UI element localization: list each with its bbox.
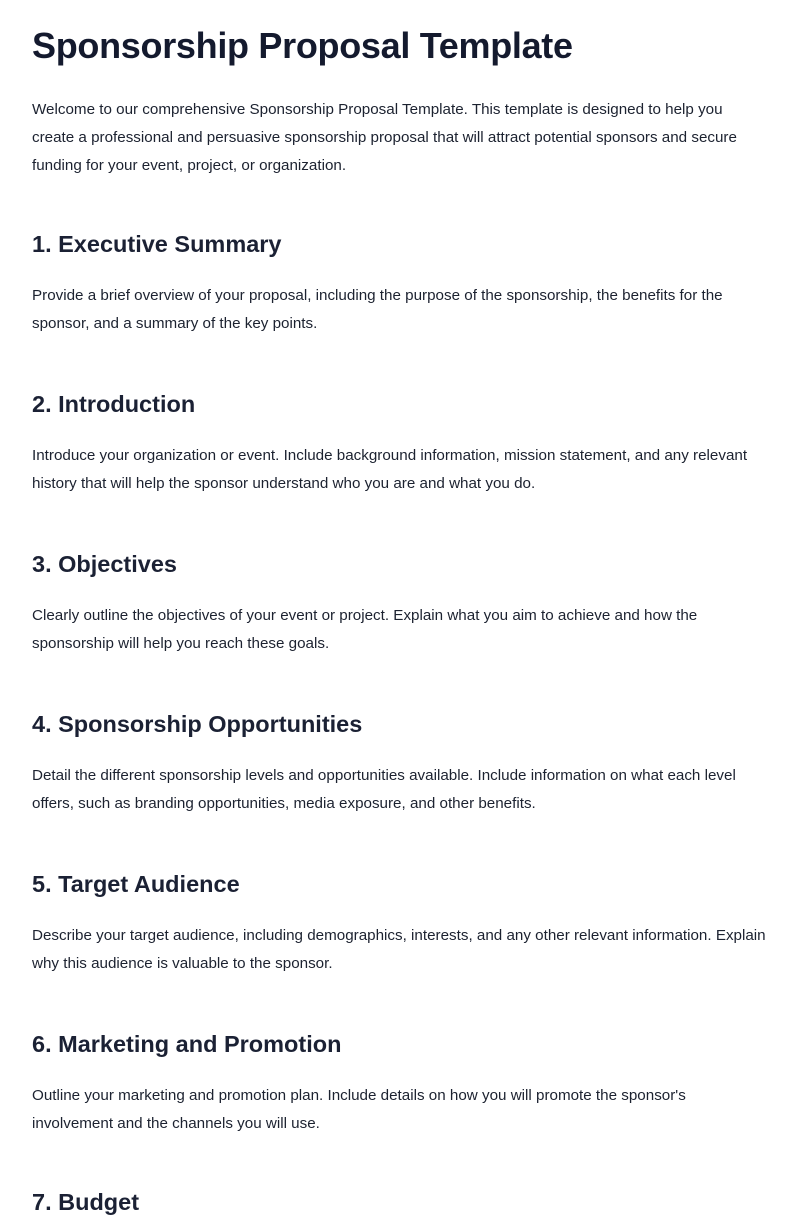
section-body: Outline your marketing and promotion plan. Include details on how you will promote the sponsor's involvement and the channels you will use. bbox=[32, 1087, 686, 1132]
section-target-audience bbox=[32, 868, 768, 978]
section-heading: 3. Objectives bbox=[32, 551, 177, 577]
section-heading: 6. Marketing and Promotion bbox=[32, 1031, 342, 1057]
section-body: Introduce your organization or event. Include background information, mission statement, and any relevant history that will help the sponsor understand who you are and what you do. bbox=[32, 447, 748, 492]
section-sponsorship-opportunities bbox=[32, 708, 768, 818]
section-budget bbox=[32, 1186, 768, 1218]
section-body: Clearly outline the objectives of your event or project. Explain what you aim to achieve and how the sponsorship will help you reach these goals. bbox=[32, 607, 698, 652]
section-introduction bbox=[32, 388, 768, 498]
section-heading: 5. Target Audience bbox=[32, 871, 240, 897]
section-body: Detail the different sponsorship levels and opportunities available. Include information on what each level offers, such as branding opportunities, media exposure, and other benefits. bbox=[32, 767, 736, 812]
section-objectives bbox=[32, 548, 768, 658]
section-heading: 2. Introduction bbox=[32, 391, 196, 417]
section-heading: 1. Executive Summary bbox=[32, 231, 282, 257]
section-heading: 7. Budget bbox=[32, 1189, 140, 1215]
page-title: Sponsorship Proposal Template bbox=[32, 25, 573, 66]
section-body: Provide a brief overview of your proposal, including the purpose of the sponsorship, the benefits for the sponsor, and a summary of the key points. bbox=[32, 287, 723, 332]
intro-paragraph: Welcome to our comprehensive Sponsorship Proposal Template. This template is designed to help you create a professional and persuasive sponsorship proposal that will attract potential sponsors and secure funding for your event, project, or organization. bbox=[32, 101, 737, 174]
section-marketing-and-promotion bbox=[32, 1028, 768, 1138]
section-body: Describe your target audience, including demographics, interests, and any other relevant information. Explain why this audience is valuable to the sponsor. bbox=[32, 927, 766, 972]
section-heading: 4. Sponsorship Opportunities bbox=[32, 711, 363, 737]
section-executive-summary bbox=[32, 228, 768, 338]
